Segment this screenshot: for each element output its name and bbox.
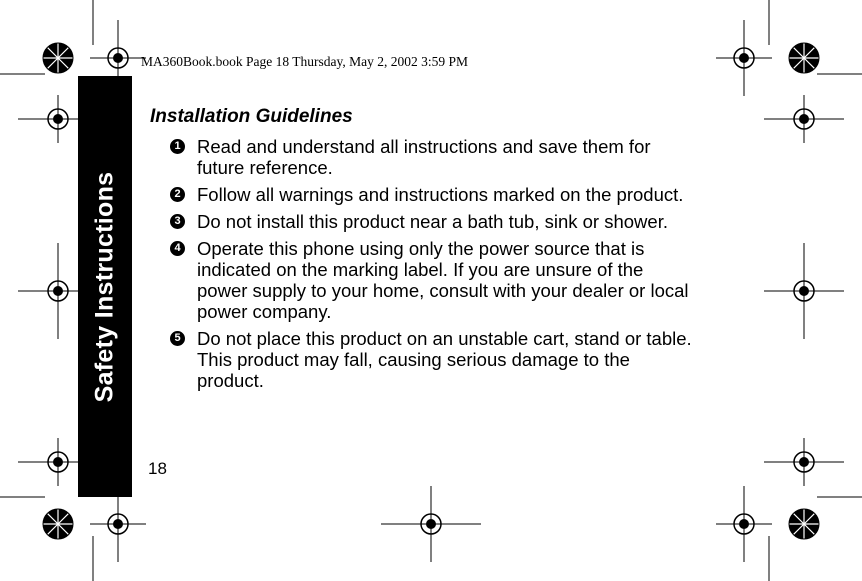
item-number-badge: 4 xyxy=(170,241,185,256)
list-item xyxy=(170,238,698,322)
list-item xyxy=(170,136,698,178)
registration-mark-right-lower xyxy=(764,438,844,486)
registration-mark-bottom-left xyxy=(90,486,146,562)
section-title: Installation Guidelines xyxy=(150,106,353,127)
item-number-badge: 3 xyxy=(170,214,185,229)
registration-mark-right-upper xyxy=(764,95,844,143)
star-target-bottom-left xyxy=(43,509,73,539)
star-target-bottom-right xyxy=(789,509,819,539)
registration-mark-bottom-right xyxy=(716,486,772,562)
guidelines-list xyxy=(170,136,698,397)
list-item xyxy=(170,328,698,391)
side-tab-label: Safety Instructions xyxy=(90,171,119,403)
star-target-top-left xyxy=(43,43,73,73)
item-number-badge: 1 xyxy=(170,139,185,154)
star-target-top-right xyxy=(789,43,819,73)
file-info-header: MA360Book.book Page 18 Thursday, May 2, 2002 3:59 PM xyxy=(141,54,468,69)
item-text: Follow all warnings and instructions marked on the product. xyxy=(197,184,684,205)
list-item xyxy=(170,184,698,205)
registration-mark-top-right xyxy=(716,20,772,96)
registration-mark-right-middle xyxy=(764,243,844,339)
item-text: Operate this phone using only the power source that is indicated on the marking label. If you are unsure of the power supply to your home, consult with your dealer or local power company. xyxy=(197,238,689,322)
page-number: 18 xyxy=(148,459,167,478)
item-text: Do not install this product near a bath tub, sink or shower. xyxy=(197,211,668,232)
item-number-badge: 5 xyxy=(170,331,185,346)
list-item xyxy=(170,211,698,232)
item-number-badge: 2 xyxy=(170,187,185,202)
registration-mark-bottom-center xyxy=(381,486,481,562)
item-text: Do not place this product on an unstable cart, stand or table. This product may fall, causing serious damage to the product. xyxy=(197,328,692,391)
item-text: Read and understand all instructions and save them for future reference. xyxy=(197,136,651,178)
